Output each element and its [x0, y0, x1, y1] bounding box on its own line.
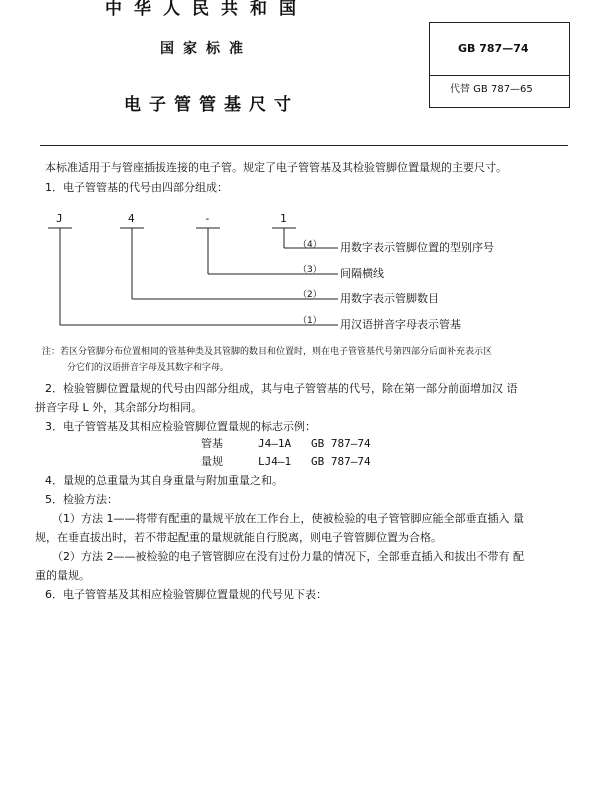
code-part-4: 1: [280, 212, 287, 225]
example-code-gauge: LJ4—1: [258, 455, 292, 468]
example-std-gauge: GB 787—74: [311, 455, 371, 468]
country-name: 中华人民共和国: [105, 0, 308, 19]
replaces-standard: 代替 GB 787—65: [450, 84, 533, 95]
standard-type: 国家标准: [160, 41, 252, 57]
item-2-line-1: 2．检验管脚位置量规的代号由四部分组成，其与电子管管基的代号，除在第一部分前面增加汉 语: [45, 382, 518, 395]
label-num-3: （3）: [298, 265, 322, 275]
label-text-3: 间隔横线: [340, 267, 384, 280]
code-part-1: J: [56, 212, 63, 225]
example-label-base: 管基: [201, 437, 223, 450]
code-part-3: -: [204, 212, 211, 225]
label-text-1: 用汉语拼音字母表示管基: [340, 318, 461, 331]
label-text-2: 用数字表示管脚数目: [340, 292, 439, 305]
example-code-base: J4—1A: [258, 437, 292, 450]
note-line-2: 分它们的汉语拼音字母及其数字和字母。: [67, 363, 230, 373]
example-std-base: GB 787—74: [311, 437, 371, 450]
note-line-1: 注：若区分管脚分布位置相同的管基种类及其管脚的数目和位置时，则在电子管管基代号第四部分后面补充表示区: [42, 347, 493, 357]
label-num-2: （2）: [298, 290, 322, 300]
label-num-4: （4）: [298, 240, 322, 250]
intro-text: 本标准适用于与管座插拔连接的电子管。规定了电子管管基及其检验管脚位置量规的主要尺寸。: [45, 161, 507, 174]
label-text-4: 用数字表示管脚位置的型别序号: [340, 241, 494, 254]
example-label-gauge: 量规: [201, 455, 223, 468]
code-part-2: 4: [128, 212, 135, 225]
method-1-line-2: 规，在垂直拔出时，若不带起配重的量规就能自行脱离，则电子管管脚位置为合格。: [35, 531, 442, 544]
standard-number: GB 787—74: [458, 42, 529, 55]
label-num-1: （1）: [298, 316, 322, 326]
method-1-line-1: （1）方法 1——将带有配重的量规平放在工作台上，使被检验的电子管管脚应能全部垂直插入 量: [52, 512, 524, 525]
item-5: 5．检验方法：: [45, 493, 118, 506]
method-2-line-2: 重的量规。: [35, 569, 90, 582]
item-6: 6．电子管管基及其相应检验管脚位置量规的代号见下表：: [45, 588, 327, 601]
method-2-line-1: （2）方法 2——被检验的电子管管脚应在没有过份力量的情况下，全部垂直插入和拔出不带有 配: [52, 550, 524, 563]
page-title: 电子管管基尺寸: [124, 95, 299, 115]
item-1: 1．电子管管基的代号由四部分组成：: [45, 181, 228, 194]
item-4: 4．量规的总重量为其自身重量与附加重量之和。: [45, 474, 283, 487]
item-3: 3．电子管管基及其相应检验管脚位置量规的标志示例：: [45, 420, 316, 433]
item-2-line-2: 拼音字母 L 外，其余部分均相同。: [35, 401, 203, 414]
